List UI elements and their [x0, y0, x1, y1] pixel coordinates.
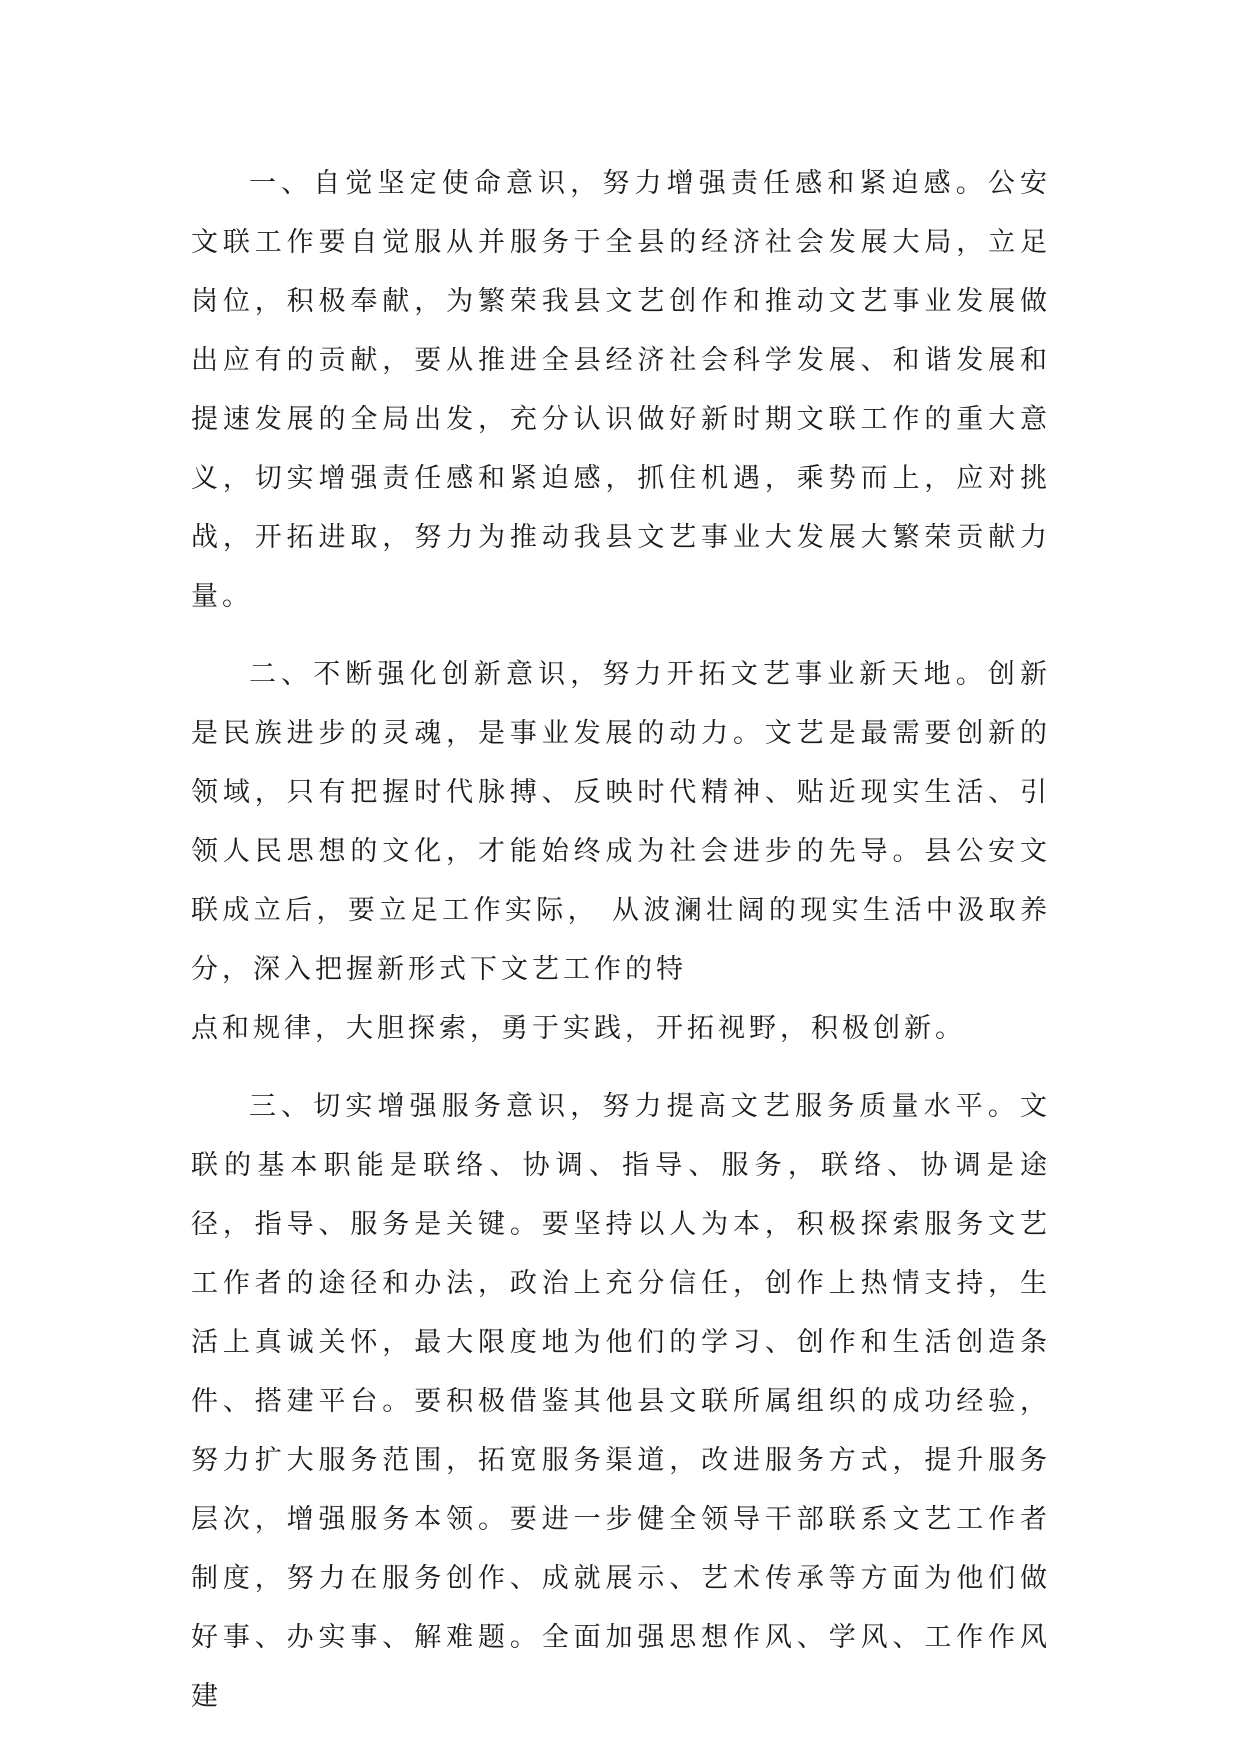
paragraph-mission-awareness: 一、自觉坚定使命意识，努力增强责任感和紧迫感。公安文联工作要自觉服从并服务于全县的经济社会发展大局，立足岗位，积极奉献，为繁荣我县文艺创作和推动文艺事业发展做出应有的贡献，要从推进全县经济社会科学发展、和谐发展和提速发展的全局出发，充分认识做好新时期文联工作的重大意义，切实增强责任感和紧迫感，抓住机遇，乘势而上，应对挑战，开拓进取，努力为推动我县文艺事业大发展大繁荣贡献力量。: [191, 168, 1051, 612]
paragraph-service-awareness: 三、切实增强服务意识，努力提高文艺服务质量水平。文联的基本职能是联络、协调、指导、服务，联络、协调是途径，指导、服务是关键。要坚持以人为本，积极探索服务文艺工作者的途径和办法，政治上充分信任，创作上热情支持，生活上真诚关怀，最大限度地为他们的学习、创作和生活创造条件、搭建平台。要积极借鉴其他县文联所属组织的成功经验，努力扩大服务范围，拓宽服务渠道，改进服务方式，提升服务层次，增强服务本领。要进一步健全领导干部联系文艺工作者制度，努力在服务创作、成就展示、艺术传承等方面为他们做好事、办实事、解难题。全面加强思想作风、学风、工作作风建: [191, 1091, 1051, 1712]
paragraph-innovation-continuation: 点和规律，大胆探索，勇于实践，开拓视野，积极创新。: [191, 1013, 966, 1044]
paragraph-innovation-awareness: 二、不断强化创新意识，努力开拓文艺事业新天地。创新是民族进步的灵魂，是事业发展的动力。文艺是最需要创新的领域，只有把握时代脉搏、反映时代精神、贴近现实生活、引领人民思想的文化，才能始终成为社会进步的先导。县公安文联成立后，要立足工作实际， 从波澜壮阔的现实生活中汲取养分，深入把握新形式下文艺工作的特: [191, 659, 1051, 985]
document-body: [191, 154, 1051, 1726]
